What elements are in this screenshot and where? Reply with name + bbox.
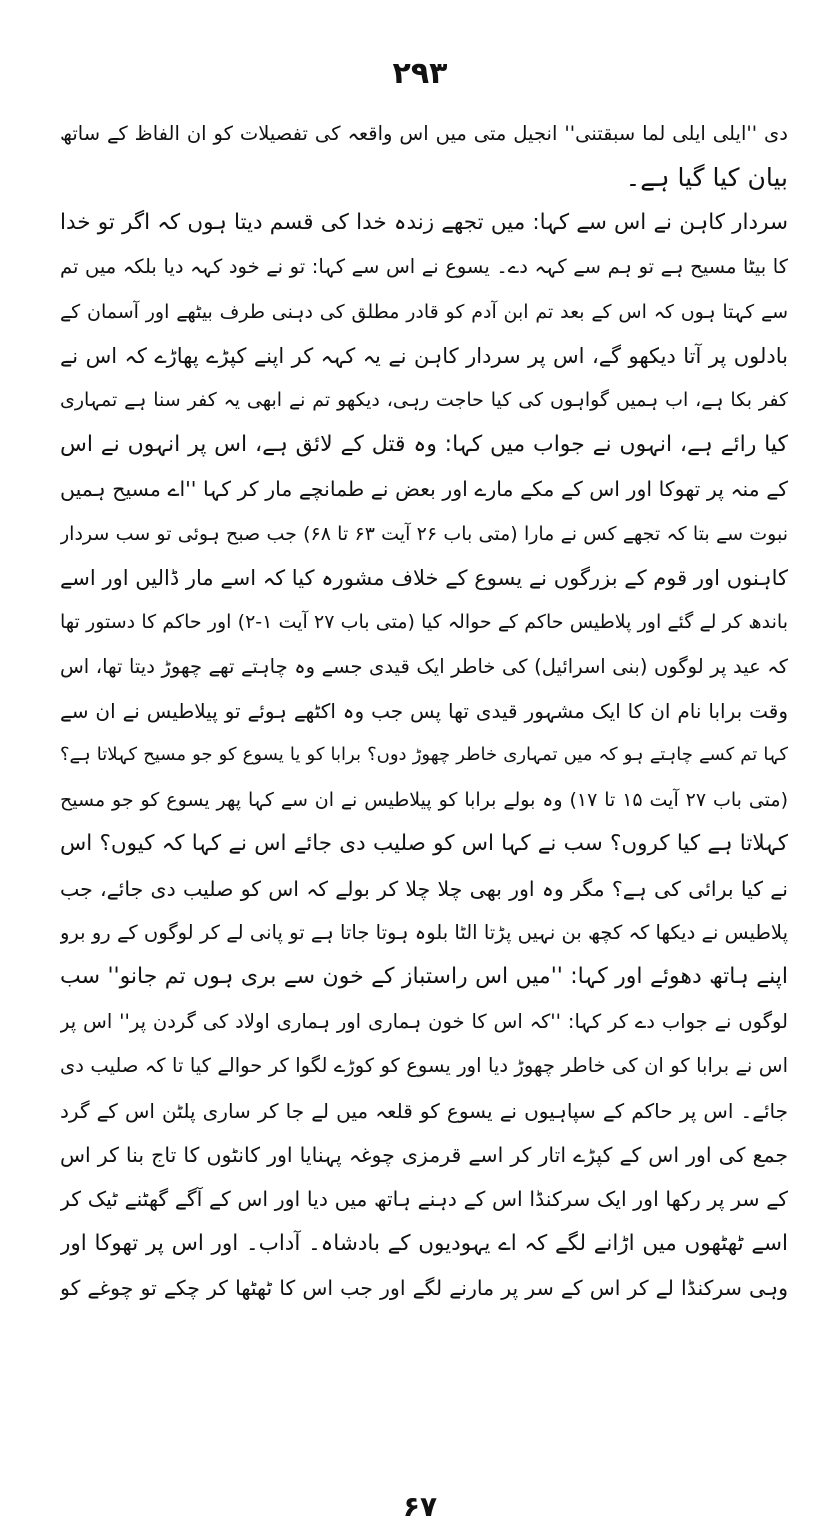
- text-line: کیا رائے ہے، انہوں نے جواب میں کہا: وہ قتل کے لائق ہے، اس پر انہوں نے اس: [60, 431, 788, 457]
- text-line: اسے ٹھٹھوں میں اڑانے لگے کہ اے یہودیوں کے بادشاہ۔ آداب۔ اور اس پر تھوکا اور: [60, 1230, 788, 1256]
- text-line: پلاطیس نے دیکھا کہ کچھ بن نہیں پڑتا الٹا بلوہ ہوتا جاتا ہے تو پانی لے کر لوگوں کے رو برو: [60, 921, 788, 945]
- text-line: دی ''ایلی ایلی لما سبقتنی'' انجیل متی میں اس واقعہ کی تفصیلات کو ان الفاظ کے ساتھ: [60, 122, 788, 145]
- text-line: کہا تم کسے چاہتے ہو کہ میں تمہاری خاطر چھوڑ دوں؟ برابا کو یا یسوع کو جو مسیح کہلاتا ہے؟: [60, 744, 788, 766]
- text-line: کہ عید پر لوگوں (بنی اسرائیل) کی خاطر ایک قیدی جسے وہ چاہتے تھے چھوڑ دیتا تھا، اس: [60, 654, 788, 678]
- text-line: سردار کاہن نے اس سے کہا: میں تجھے زندہ خدا کی قسم دیتا ہوں کہ اگر تو خدا: [60, 209, 788, 235]
- text-line: لوگوں نے جواب دے کر کہا: ''کہ اس کا خون ہماری اور ہماری اولاد کی گردن پر'' اس پر: [60, 1009, 788, 1033]
- text-line: وہی سرکنڈا لے کر اس کے سر پر مارنے لگے اور جب اس کا ٹھٹھا کر چکے تو چوغے کو: [60, 1276, 788, 1301]
- text-line: کے منہ پر تھوکا اور اس کے مکے مارے اور بعض نے طمانچے مار کر کہا ''اے مسیح ہمیں: [60, 477, 788, 502]
- body-text: [60, 112, 788, 1311]
- text-line: سے کہتا ہوں کہ اس کے بعد تم ابن آدم کو قادر مطلق کی دہنی طرف بیٹھے اور آسمان کے: [60, 300, 788, 323]
- text-line: نے کیا برائی کی ہے؟ مگر وہ اور بھی چلا چلا کر بولے کہ اس کو صلیب دی جائے، جب: [60, 876, 788, 901]
- text-line: نبوت سے بتا کہ تجھے کس نے مارا (متی باب ۲۶ آیت ۶۳ تا ۶۸) جب صبح ہوئی تو سب سردار: [60, 522, 788, 545]
- text-line: کاہنوں اور قوم کے بزرگوں نے یسوع کے خلاف مشورہ کیا کہ اسے مار ڈالیں اور اسے: [60, 565, 788, 590]
- page-number-bottom: ۶۷: [402, 1490, 438, 1523]
- text-line: کا بیٹا مسیح ہے تو ہم سے کہہ دے۔ یسوع نے اس سے کہا: تو نے خود کہہ دیا بلکہ میں تم: [60, 255, 788, 279]
- text-line: (متی باب ۲۷ آیت ۱۵ تا ۱۷) وہ بولے برابا کو پیلاطیس نے ان سے کہا پھر یسوع کو جو مسیح: [60, 788, 788, 811]
- text-line: بادلوں پر آتا دیکھو گے، اس پر سردار کاہن نے یہ کہہ کر اپنے کپڑے پھاڑے کہ اس نے: [60, 343, 788, 368]
- text-line: باندھ کر لے گئے اور پلاطیس حاکم کے حوالہ کیا (متی باب ۲۷ آیت ۱-۲) اور حاکم کا دستور تھا: [60, 611, 788, 634]
- text-line: اپنے ہاتھ دھوئے اور کہا: ''میں اس راستباز کے خون سے بری ہوں تم جانو'' سب: [60, 964, 788, 990]
- text-line: بیان کیا گیا ہے۔: [625, 163, 788, 193]
- text-line: اس نے برابا کو ان کی خاطر چھوڑ دیا اور یسوع کو کوڑے لگوا کر حوالے کیا تا کہ صلیب دی: [60, 1054, 788, 1078]
- text-line: جمع کی اور اس کے کپڑے اتار کر اسے قرمزی چوغہ پہنایا اور کانٹوں کا تاج بنا کر اس: [60, 1142, 788, 1167]
- page-number-top: ۲۹۳: [392, 56, 448, 91]
- text-line: کفر بکا ہے، اب ہمیں گواہوں کی کیا حاجت رہی، دیکھو تم نے ابھی یہ کفر سنا ہے تمہاری: [60, 389, 788, 412]
- text-line: جائے۔ اس پر حاکم کے سپاہیوں نے یسوع کو قلعہ میں لے جا کر ساری پلٹن اس کے گرد: [60, 1098, 788, 1123]
- text-line: وقت برابا نام ان کا ایک مشہور قیدی تھا پس جب وہ اکٹھے ہوئے تو پیلاطیس نے ان سے: [60, 699, 788, 724]
- text-line: کے سر پر رکھا اور ایک سرکنڈا اس کے دہنے ہاتھ میں دیا اور اس کے آگے گھٹنے ٹیک کر: [60, 1187, 788, 1212]
- text-line: کہلاتا ہے کیا کروں؟ سب نے کہا اس کو صلیب دی جائے اس نے کہا کہ کیوں؟ اس: [60, 831, 788, 857]
